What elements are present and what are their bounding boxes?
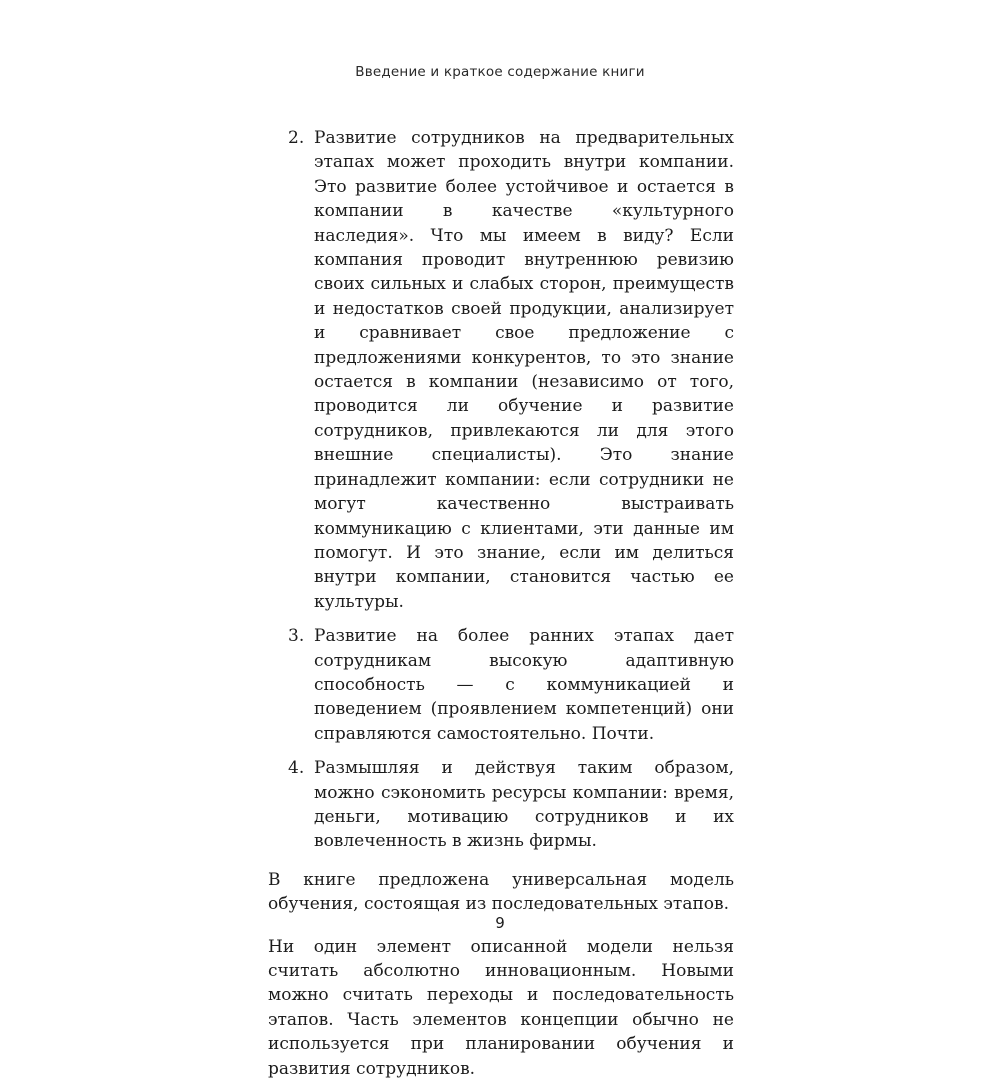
list-item-text: Развитие сотрудников на предварительных этапах может проходить внутри компании. Это развитие более устойчивое и остается в компании в качестве «культурного наследия». Что мы имеем в виду? Если компания проводит внутреннюю ревизию своих сильных и слабых сторон, преимуществ и недостатков своей продукции, анализирует и сравнивает свое предложение с предложениями конкурентов, то это знание остается в компании (независимо от того, проводится ли обучение и развитие сотрудников, привлекаются ли для этого внешние специалисты). Это знание принадлежит компании: если сотрудники не могут качественно выстраивать коммуникацию с клиентами, эти данные им помогут. И это знание, если им делиться внутри компании, становится частью ее культуры. (314, 128, 734, 612)
list-item-text: Размышляя и действуя таким образом, можно сэкономить ресурсы компании: время, деньги, мотивацию сотрудников и их вовлеченность в жизнь фирмы. (314, 758, 734, 852)
list-item (288, 624, 734, 746)
list-item (288, 126, 734, 614)
list-item-number: 4. (288, 758, 305, 779)
running-header: Введение и краткое содержание книги (355, 64, 645, 80)
numbered-list (268, 126, 734, 854)
list-item-number: 2. (288, 128, 305, 148)
text-column (268, 126, 734, 1081)
body-paragraph: В книге предложена универсальная модель обучения, состоящая из последовательных этапов. (268, 869, 734, 915)
list-item-number: 3. (288, 626, 305, 647)
page-number: 9 (495, 914, 505, 932)
list-item (288, 756, 734, 854)
list-item-text: Развитие на более ранних этапах дает сотрудникам высокую адаптивную способность — с коммуникацией и поведением (проявлением компетенций) они справляются самостоятельно. Почти. (314, 626, 734, 744)
body-paragraph: Ни один элемент описанной модели нельзя считать абсолютно инновационным. Новыми можно считать переходы и последовательность этапов. Часть элементов концепции обычно не используется при планировании обучения и развития сотрудников. (268, 936, 734, 1079)
